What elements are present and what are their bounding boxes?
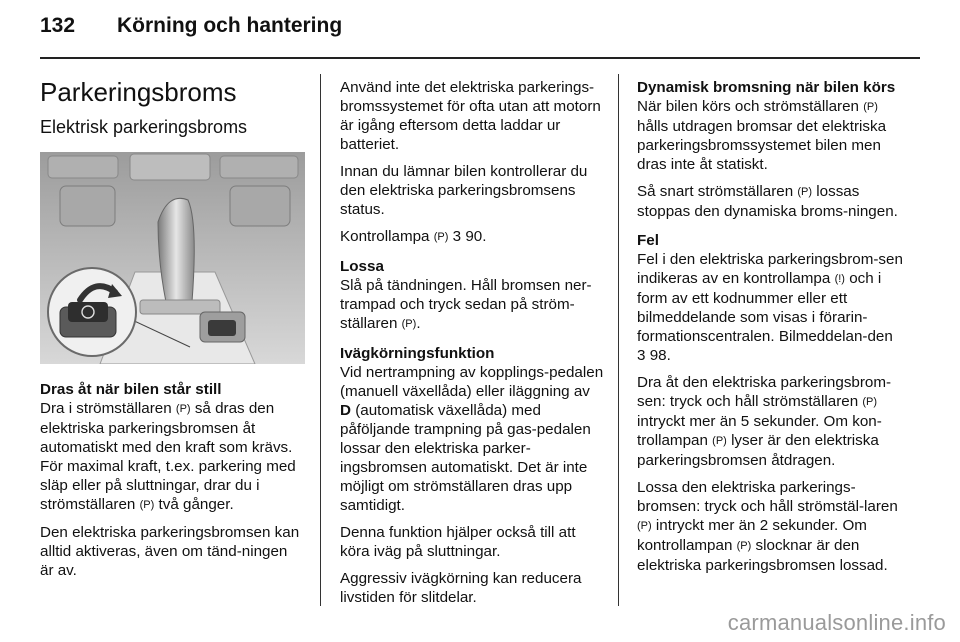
paragraph: Den elektriska parkeringsbromsen kan alltid aktiveras, även om tänd-ningen är av. [40,524,300,579]
column-divider-2 [618,74,619,606]
epb-symbol-icon: (P) [736,540,752,552]
subsection-title: Fel [637,232,659,249]
paragraph: Fel i den elektriska parkeringsbrom-sen indikeras av en kontrollampa (!) och i form av ett kodnummer eller ett bilmeddelande som visas i förarin-formationscentralen. Bilmeddelan-den 3 98. [637,251,903,364]
watermark: carmanualsonline.info [727,610,946,635]
paragraph: Dra åt den elektriska parkeringsbrom-sen: tryck och håll strömställaren (P) intryckt mer än 5 sekunder. Om kon-trollampan (P) lyser är den elektriska parkeringsbromsen åtdragen. [637,374,892,469]
paragraph: Använd inte det elektriska parkerings-bromssystemet för ofta utan att motorn är igång eftersom detta laddar ur batteriet. [340,79,601,153]
epb-switch-figure [40,152,305,364]
subsection-title: Lossa [340,258,384,275]
page-header [40,14,920,50]
subsection-title: Ivägkörningsfunktion [340,345,495,362]
paragraph: Slå på tändningen. Håll bromsen ner-trampad och tryck sedan på ström-ställaren (P). [340,277,592,332]
page-reference-icon: 3 [452,228,462,245]
chapter-title: Körning och hantering [117,14,343,37]
column-2 [340,78,605,615]
epb-symbol-icon: (P) [401,318,417,330]
paragraph: När bilen körs och strömställaren (P) hålls utdragen bromsar det elektriska parkeringsbromssystemet bilen men dras inte åt statiskt. [637,98,887,173]
epb-symbol-icon: (P) [175,403,191,415]
column-divider-1 [320,74,321,606]
header-divider [40,57,920,59]
epb-switch-illustration-icon [40,152,305,364]
column-1 [40,78,305,588]
section-heading: Parkeringsbroms [40,77,237,107]
subsection-title: Dynamisk bromsning när bilen körs [637,79,896,96]
paragraph: Lossa den elektriska parkerings-bromsen: tryck och håll strömstäl-laren (P) intryckt mer än 2 sekunder. Om kontrollampan (P) slocknar är den elektriska parkeringsbromsen lossad. [637,479,898,574]
paragraph: Så snart strömställaren (P) lossas stoppas den dynamiska broms-ningen. [637,183,898,220]
epb-symbol-icon: (P) [139,499,155,511]
epb-symbol-icon: (P) [712,435,727,447]
epb-symbol-icon: (P) [863,101,878,113]
gear-label: D [340,402,351,419]
page-reference-icon: 3 [637,347,646,364]
paragraph: Kontrollampa (P) 3 90. [340,228,487,245]
column-3 [637,78,905,583]
subsection-title: Dras åt när bilen står still [40,381,222,398]
paragraph: Aggressiv ivägkörning kan reducera livstiden för slitdelar. [340,570,582,606]
fault-warning-icon: (!) [834,273,845,285]
paragraph: Denna funktion hjälper också till att köra iväg på sluttningar. [340,524,576,560]
section-subheading: Elektrisk parkeringsbroms [40,117,248,137]
paragraph: Innan du lämnar bilen kontrollerar du den elektriska parkeringsbromsens status. [340,163,588,218]
epb-symbol-icon: (P) [637,520,652,532]
epb-symbol-icon: (P) [433,231,449,243]
page-number: 132 [40,14,76,37]
paragraph: Vid nertrampning av kopplings-pedalen (manuell växellåda) eller iläggning av D (automatisk växellåda) med påföljande trampning på gas-pedalen lossar den elektriska parker-ingsbromsen automatiskt. Det är inte möjligt om strömställaren dras upp samtidigt. [340,364,604,514]
epb-symbol-icon: (P) [797,186,813,198]
paragraph: Dra i strömställaren (P) så dras den elektriska parkeringsbromsen åt automatiskt med den kraft som krävs. För maximal kraft, t.ex. parkering med släp eller på sluttningar, drar du i strömställaren (P) två gånger. [40,400,296,513]
epb-symbol-icon: (P) [862,396,878,408]
